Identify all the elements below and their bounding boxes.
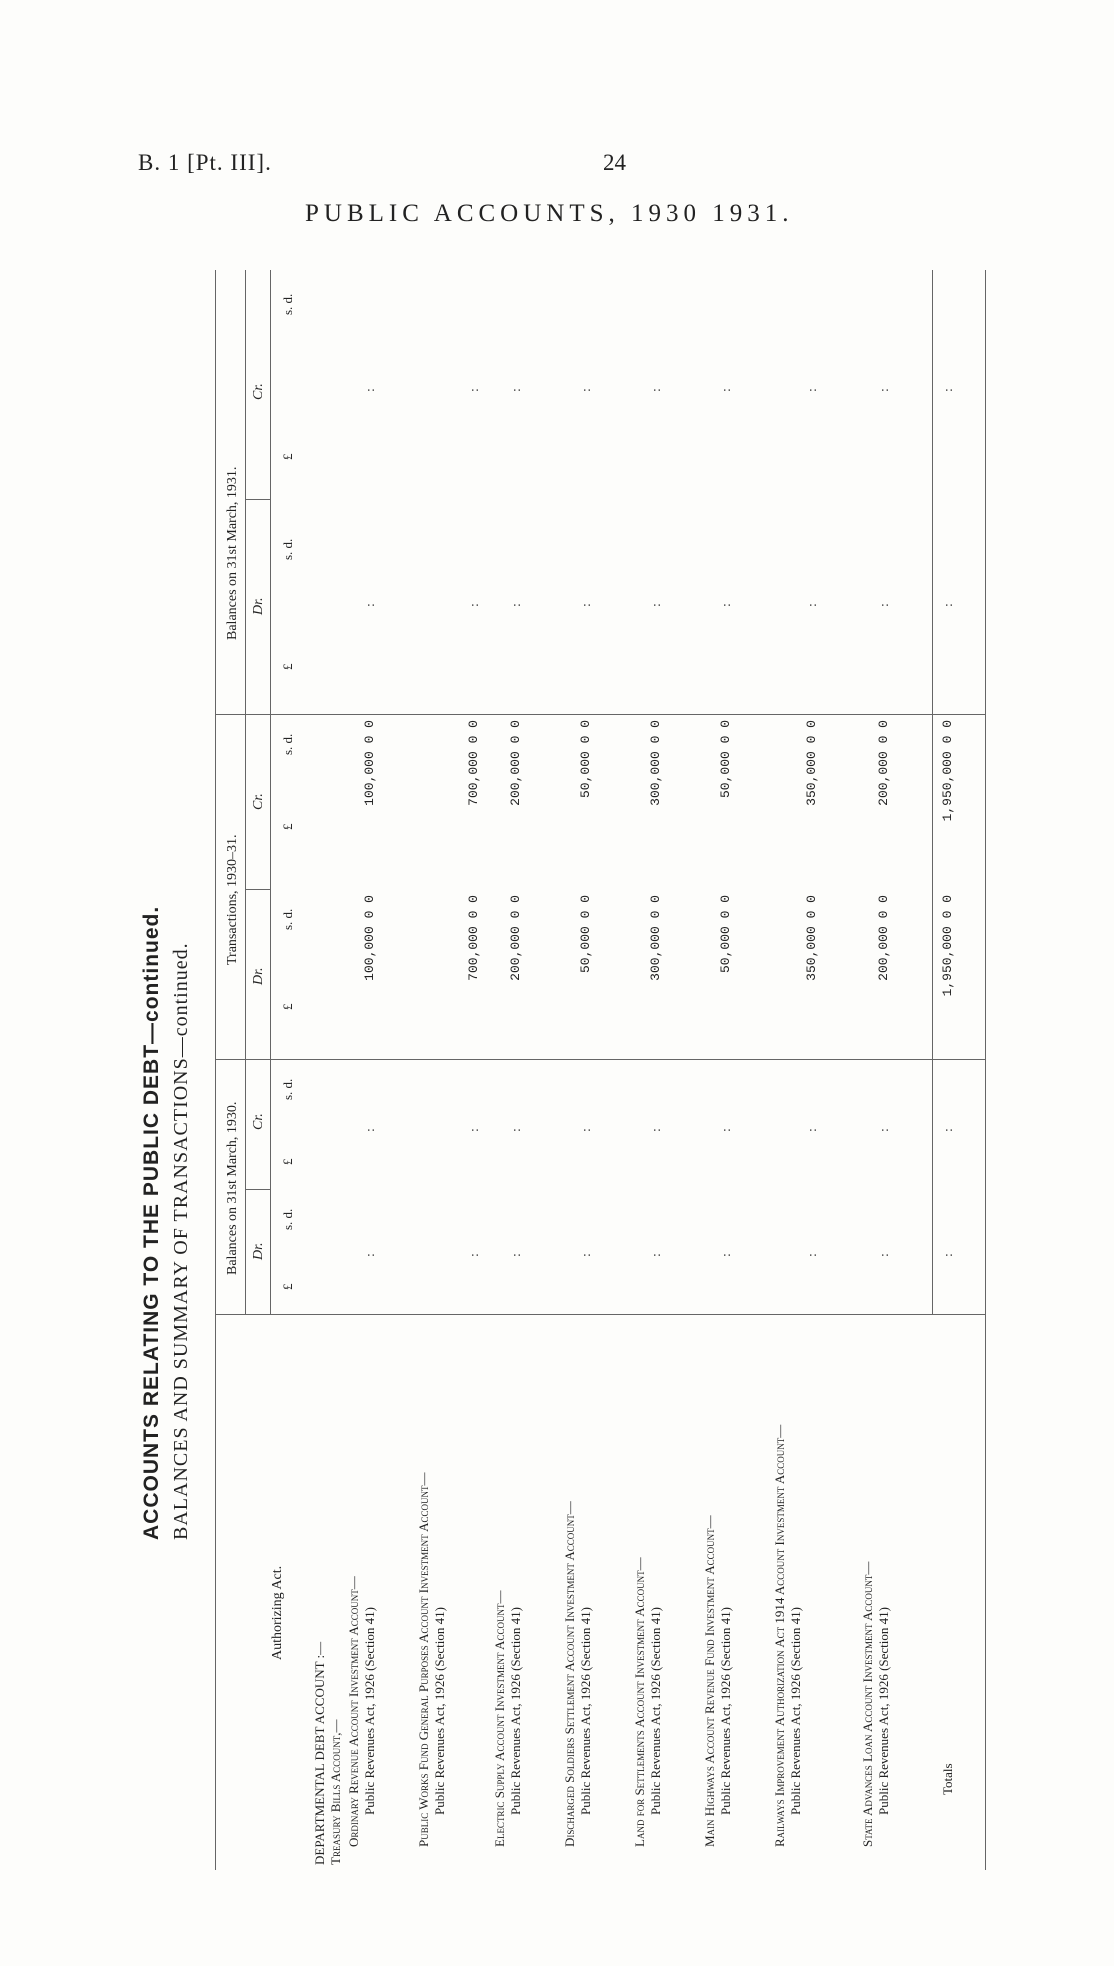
account-name: Electric Supply Account Investment Account— bbox=[492, 1590, 507, 1847]
bal31-dr: : bbox=[648, 603, 663, 607]
rule-totals bbox=[932, 270, 933, 1315]
bal30-cr-sd: s. d. bbox=[280, 1078, 295, 1100]
account-name: Ordinary Revenue Account Investment Account— bbox=[346, 1576, 361, 1847]
page-number: 24 bbox=[603, 150, 626, 175]
table-row bbox=[860, 1562, 892, 1865]
bal30-cr: : bbox=[718, 1128, 733, 1132]
bal30-dr-pound: £ bbox=[280, 1283, 295, 1290]
col-balances-1930: Balances on 31st March, 1930. bbox=[225, 1101, 240, 1275]
bal30-cr: : bbox=[508, 1128, 523, 1132]
rule-top bbox=[215, 270, 216, 1870]
table-row bbox=[632, 1557, 664, 1865]
bal30-dr: : bbox=[508, 1253, 523, 1257]
bal30-dr: : bbox=[578, 1253, 593, 1257]
account-name: Discharged Soldiers Settlement Account Investment Account— bbox=[562, 1501, 577, 1847]
bal31-dr: : bbox=[718, 603, 733, 607]
bal30-dr: : bbox=[876, 1253, 891, 1257]
bal31-cr: : bbox=[466, 388, 481, 392]
trans-cr-head: Cr. bbox=[251, 793, 266, 810]
page-reference: B. 1 [Pt. III]. bbox=[138, 150, 272, 175]
sub-heading: Treasury Bills Account,— bbox=[328, 1719, 343, 1865]
bal31-cr-head: Cr. bbox=[251, 383, 266, 400]
totals-bal31-cr: : bbox=[940, 388, 955, 392]
bal30-dr: : bbox=[362, 1253, 377, 1257]
bal31-cr: : bbox=[804, 388, 819, 392]
rule-bal30-divider bbox=[215, 1059, 985, 1060]
table-row bbox=[772, 1320, 804, 1865]
bal31-dr: : bbox=[876, 603, 891, 607]
bal31-cr: : bbox=[362, 388, 377, 392]
bal31-dr: : bbox=[804, 603, 819, 607]
bal30-dr-sd: s. d. bbox=[280, 1208, 295, 1230]
rule-bottom bbox=[985, 270, 986, 1870]
publication-title: PUBLIC ACCOUNTS, 1930 1931. bbox=[305, 200, 794, 227]
bal30-dr-head: Dr. bbox=[251, 1242, 266, 1260]
rule-drcr-heads bbox=[270, 270, 271, 1315]
trans-dr: 700,000 0 0 bbox=[466, 895, 481, 981]
rule-trans-divider bbox=[215, 714, 985, 715]
bal30-dr: : bbox=[466, 1253, 481, 1257]
bal31-dr-head: Dr. bbox=[251, 597, 266, 615]
bal31-cr: : bbox=[578, 388, 593, 392]
table-row bbox=[346, 1576, 378, 1865]
trans-cr-sd: s. d. bbox=[280, 733, 295, 755]
rule-group-heads bbox=[245, 270, 246, 1315]
account-name: Railways Improvement Authorization Act 1914 Account Investment Account— bbox=[772, 1424, 787, 1847]
authorizing-act: Public Revenues Act, 1926 (Section 41) bbox=[508, 1607, 523, 1815]
trans-cr: 350,000 0 0 bbox=[804, 720, 819, 806]
bal30-dr: : bbox=[718, 1253, 733, 1257]
trans-cr: 200,000 0 0 bbox=[876, 720, 891, 806]
table-row bbox=[416, 1320, 448, 1865]
table-row bbox=[562, 1501, 594, 1865]
trans-cr: 50,000 0 0 bbox=[578, 720, 593, 799]
account-name: Public Works Fund General Purposes Account Investment Account— bbox=[416, 1472, 431, 1847]
authorizing-act: Public Revenues Act, 1926 (Section 41) bbox=[432, 1607, 447, 1815]
bal31-cr: : bbox=[648, 388, 663, 392]
trans-dr: 50,000 0 0 bbox=[578, 895, 593, 974]
section-heading: DEPARTMENTAL DEBT ACCOUNT :— bbox=[312, 1641, 327, 1865]
authorizing-act: Public Revenues Act, 1926 (Section 41) bbox=[578, 1607, 593, 1815]
rotated-table bbox=[140, 270, 990, 1870]
trans-dr: 350,000 0 0 bbox=[804, 895, 819, 981]
bal31-cr-pound: £ bbox=[280, 453, 295, 460]
totals-bal30-dr: : bbox=[940, 1253, 955, 1257]
authorizing-act: Public Revenues Act, 1926 (Section 41) bbox=[788, 1607, 803, 1815]
bal30-cr: : bbox=[648, 1128, 663, 1132]
trans-dr-sd: s. d. bbox=[280, 908, 295, 930]
trans-cr-pound: £ bbox=[280, 823, 295, 830]
account-name: State Advances Loan Account Investment Account— bbox=[860, 1561, 875, 1847]
rule-trans-drcr bbox=[245, 889, 270, 890]
authorizing-act: Public Revenues Act, 1926 (Section 41) bbox=[648, 1607, 663, 1815]
trans-dr: 100,000 0 0 bbox=[362, 895, 377, 981]
trans-dr-head: Dr. bbox=[251, 967, 266, 985]
table-row bbox=[702, 1515, 734, 1865]
bal31-cr-sd: s. d. bbox=[280, 293, 295, 315]
col-transactions: Transactions, 1930–31. bbox=[225, 834, 240, 965]
trans-dr: 50,000 0 0 bbox=[718, 895, 733, 974]
bal31-cr: : bbox=[508, 388, 523, 392]
bal31-dr: : bbox=[578, 603, 593, 607]
bal31-dr: : bbox=[362, 603, 377, 607]
table-subtitle: BALANCES AND SUMMARY OF TRANSACTIONS—continued. bbox=[170, 942, 192, 1540]
bal30-cr-head: Cr. bbox=[251, 1113, 266, 1130]
account-name: Land for Settlements Account Investment Account— bbox=[632, 1557, 647, 1847]
bal31-dr-pound: £ bbox=[280, 663, 295, 670]
bal30-cr: : bbox=[362, 1128, 377, 1132]
trans-cr: 700,000 0 0 bbox=[466, 720, 481, 806]
bal30-dr: : bbox=[804, 1253, 819, 1257]
totals-label: Totals bbox=[940, 1763, 955, 1795]
bal30-cr: : bbox=[466, 1128, 481, 1132]
authorizing-act: Public Revenues Act, 1926 (Section 41) bbox=[718, 1607, 733, 1815]
trans-cr: 300,000 0 0 bbox=[648, 720, 663, 806]
totals-trans-dr: 1,950,000 0 0 bbox=[940, 895, 955, 997]
authorizing-act: Public Revenues Act, 1926 (Section 41) bbox=[362, 1607, 377, 1815]
bal30-cr: : bbox=[804, 1128, 819, 1132]
trans-cr: 50,000 0 0 bbox=[718, 720, 733, 799]
bal31-dr: : bbox=[466, 603, 481, 607]
trans-dr: 200,000 0 0 bbox=[876, 895, 891, 981]
bal30-cr-pound: £ bbox=[280, 1158, 295, 1165]
trans-dr: 200,000 0 0 bbox=[508, 895, 523, 981]
rule-act-divider bbox=[215, 1314, 985, 1315]
authorizing-act: Public Revenues Act, 1926 (Section 41) bbox=[876, 1607, 891, 1815]
bal31-cr: : bbox=[876, 388, 891, 392]
account-name: Main Highways Account Revenue Fund Investment Account— bbox=[702, 1515, 717, 1847]
col-balances-1931: Balances on 31st March, 1931. bbox=[225, 466, 240, 640]
rule-bal30-drcr bbox=[245, 1189, 270, 1190]
bal31-dr: : bbox=[508, 603, 523, 607]
bal31-cr: : bbox=[718, 388, 733, 392]
totals-bal31-dr: : bbox=[940, 603, 955, 607]
bal30-cr: : bbox=[876, 1128, 891, 1132]
table-row bbox=[492, 1591, 524, 1865]
table-title: ACCOUNTS RELATING TO THE PUBLIC DEBT—continued. bbox=[140, 905, 163, 1540]
bal30-cr: : bbox=[578, 1128, 593, 1132]
col-authorizing-act: Authorizing Act. bbox=[270, 1565, 285, 1660]
trans-cr: 200,000 0 0 bbox=[508, 720, 523, 806]
totals-trans-cr: 1,950,000 0 0 bbox=[940, 720, 955, 822]
bal30-dr: : bbox=[648, 1253, 663, 1257]
bal31-dr-sd: s. d. bbox=[280, 538, 295, 560]
trans-dr: 300,000 0 0 bbox=[648, 895, 663, 981]
trans-cr: 100,000 0 0 bbox=[362, 720, 377, 806]
trans-dr-pound: £ bbox=[280, 1003, 295, 1010]
rule-bal31-drcr bbox=[245, 499, 270, 500]
totals-bal30-cr: : bbox=[940, 1128, 955, 1132]
